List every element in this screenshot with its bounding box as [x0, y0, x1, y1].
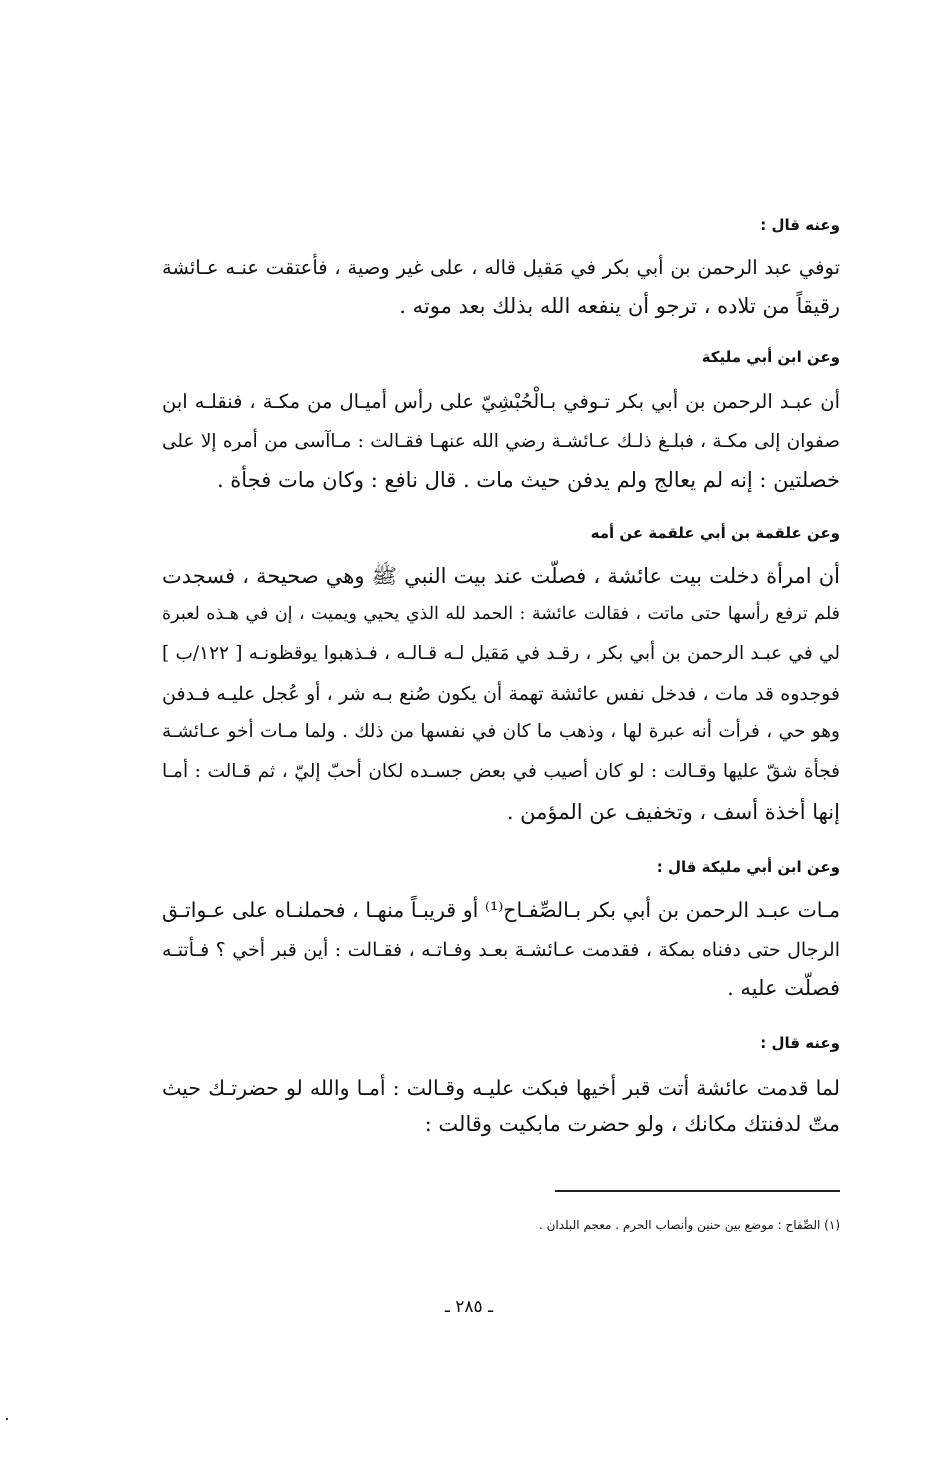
text-line: صفوان إلى مكـة ، فبلـغ ذلـك عـائشـة رضي الله عنهـا فقـالت : مـاآسى من أمره إلا على [162, 431, 840, 452]
scan-speck [6, 1418, 8, 1420]
section-heading: وعن ابن أبي مليكة قال : [656, 858, 840, 876]
text-line: أن امرأة دخلت بيت عائشة ، فصلّت عند بيت النبي ﷺ وهي صحيحة ، فسجدت [162, 564, 840, 588]
section-heading: وعنه قال : [760, 216, 840, 234]
section-heading: وعن علقمة بن أبي علقمة عن أمه [590, 524, 840, 542]
text-line: فصلّت عليه . [727, 976, 840, 1000]
page-number: ـ ٢٨٥ ـ [444, 1297, 494, 1317]
text-line: أن عبـد الرحمن بن أبي بكر تـوفي بـالْحُبْشِيّ على رأس أميـال من مكـة ، فنقلـه ابن [162, 390, 840, 413]
text-line: خصلتين : إنه لم يعالج ولم يدفن حيث مات . قال نافع : وكان مات فجأة . [216, 468, 840, 492]
text-line: لما قدمت عائشة أتت قبر أخيها فبكت عليـه وقـالت : أمـا والله لو حضرتـك حيث [162, 1076, 840, 1100]
text-line: لي في عبـد الرحمن بن أبي بكر ، رقـد في مَقيل لـه قـالـه ، فـذهبوا يوقظونـه [ ١٢٢/ب ] [162, 643, 841, 664]
text-line: الرجال حتى دفناه بمكة ، فقدمت عـائشـة بعـد وفـاتـه ، فقـالت : أين قبر أخي ؟ فـأتتـه [162, 939, 840, 961]
text-line: مـات عبـد الرحمن بن أبي بكر بـالصِّفـاح⁽¹⁾ أو قريبـاً منهـا ، فحملنـاه على عـواتـق [162, 898, 840, 922]
text-line: توفي عبد الرحمن بن أبي بكر في مَقيل قاله ، على غير وصية ، فأعتقت عنـه عـائشة [162, 256, 840, 279]
section-heading: وعن ابن أبي مليكة [701, 348, 840, 366]
section-heading: وعنه قال : [760, 1034, 840, 1052]
footnote-divider [555, 1190, 840, 1192]
text-line: إنها أخذة أسف ، وتخفيف عن المؤمن . [506, 800, 840, 824]
text-line: متّ لدفنتك مكانك ، ولو حضرت مابكيت وقالت : [424, 1112, 840, 1136]
footnote: (١) الصِّفاح : موضع بين حنين وأنصاب الحرم . معجم البلدان . [538, 1218, 840, 1232]
text-line: فجأة شقّ عليها وقـالت : لو كان أصيب في بعض جسـده لكان أحبّ إليّ ، ثم قـالت : أمـا [162, 761, 840, 782]
text-line: وهو حي ، فرأت أنه عبرة لها ، وذهب ما كان في نفسها من ذلك . ولما مـات أخو عـائشـة [162, 721, 840, 742]
text-line: فلم ترفع رأسها حتى ماتت ، فقالت عائشة : الحمد لله الذي يحيي ويميت ، إن في هـذه لعبرة [162, 604, 840, 624]
text-line: فوجدوه قد مات ، فدخل نفس عائشة تهمة أن يكون صُنع بـه شر ، أو عُجل عليـه فـدفن [162, 683, 840, 705]
text-line: رقيقاً من تلاده ، ترجو أن ينفعه الله بذلك بعد موته . [399, 294, 840, 318]
